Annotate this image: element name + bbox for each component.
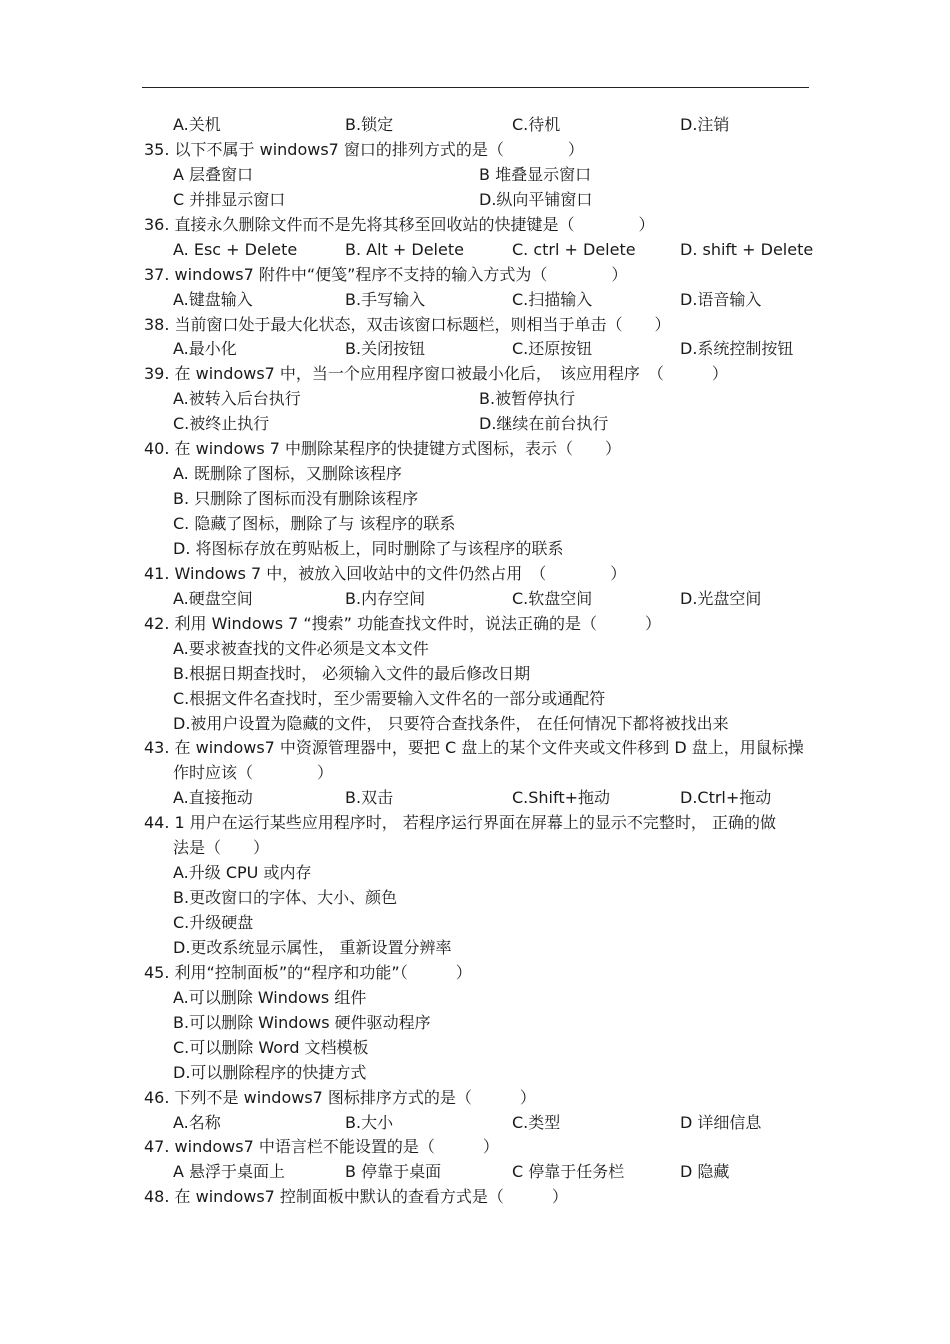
option-a: A.被转入后台执行 (173, 389, 301, 409)
question-block (144, 1135, 814, 1185)
question-text: 37. windows7 附件中“便笺”程序不支持的输入方式为（ ） (144, 264, 628, 284)
option-b: B.根据日期查找时， 必须输入文件的最后修改日期 (173, 663, 531, 683)
options-row (144, 587, 814, 612)
option-d: D.继续在前台执行 (479, 414, 609, 434)
option-c: C.Shift+拖动 (512, 788, 611, 808)
option-a: A.直接拖动 (173, 788, 253, 808)
option-c: C. ctrl + Delete (512, 239, 636, 259)
option-c: C. 隐藏了图标，删除了与 该程序的联系 (173, 514, 456, 533)
question-block (144, 736, 814, 811)
option-b: B 堆叠显示窗口 (479, 164, 592, 184)
option-d: D. shift + Delete (680, 239, 814, 259)
question-block (144, 313, 814, 363)
option-b: B.手写输入 (345, 289, 426, 309)
top-options-row (144, 113, 814, 138)
options-row (144, 337, 814, 362)
options-row (144, 412, 814, 437)
question-text-continued: 作时应该（ ） (173, 763, 334, 783)
options-row (144, 188, 814, 213)
question-block (144, 437, 814, 562)
option-b: B.内存空间 (345, 588, 426, 608)
option-d: D 详细信息 (680, 1112, 762, 1132)
option-d: D.被用户设置为隐藏的文件， 只要符合查找条件， 在任何情况下都将被找出来 (173, 713, 729, 733)
option-c: C.软盘空间 (512, 588, 593, 608)
option-b: B. 只删除了图标而没有删除该程序 (173, 489, 419, 509)
option-b: B 停靠于桌面 (345, 1162, 442, 1182)
option-a: A.可以删除 Windows 组件 (173, 987, 367, 1007)
option-b: B.可以删除 Windows 硬件驱动程序 (173, 1012, 431, 1032)
question-text: 42. 利用 Windows 7 “搜索” 功能查找文件时，说法正确的是（ ） (144, 613, 662, 633)
question-text: 45. 利用“控制面板”的“程序和功能”（ ） (144, 962, 472, 982)
option-c: C.被终止执行 (173, 414, 270, 434)
option-b: B.大小 (345, 1112, 394, 1132)
question-text: 41. Windows 7 中，被放入回收站中的文件仍然占用 （ ） (144, 563, 627, 583)
option-c: C.根据文件名查找时，至少需要输入文件名的一部分或通配符 (173, 688, 606, 708)
options-row (144, 1111, 814, 1136)
question-text: 47. windows7 中语言栏不能设置的是（ ） (144, 1137, 499, 1157)
options-row (144, 238, 814, 263)
option-a: A.升级 CPU 或内存 (173, 863, 312, 883)
option-a: A.最小化 (173, 339, 237, 359)
option-a: A.键盘输入 (173, 289, 253, 309)
option-a: A 悬浮于桌面上 (173, 1162, 286, 1182)
option-a: A.硬盘空间 (173, 588, 253, 608)
option-c: C.升级硬盘 (173, 913, 254, 932)
option-c: C.扫描输入 (512, 289, 593, 309)
option-d: D.更改系统显示属性， 重新设置分辨率 (173, 937, 452, 957)
header-rule (142, 87, 809, 88)
option-b: B. Alt + Delete (345, 239, 464, 259)
option-a: A.名称 (173, 1112, 221, 1132)
options-row (144, 786, 814, 811)
option-c: C 停靠于任务栏 (512, 1162, 625, 1182)
option-c: C.待机 (512, 115, 561, 134)
question-block (144, 263, 814, 313)
question-list (144, 113, 814, 1210)
question-text: 40. 在 windows 7 中删除某程序的快捷键方式图标，表示（ ） (144, 439, 622, 459)
question-block (144, 562, 814, 612)
option-c: C.还原按钮 (512, 339, 593, 359)
question-text: 39. 在 windows7 中，当一个应用程序窗口被最小化后， 该应用程序 （ ） (144, 364, 728, 384)
option-a: A.关机 (173, 115, 221, 134)
question-block (144, 362, 814, 437)
question-block (144, 1086, 814, 1136)
option-c: C.可以删除 Word 文档模板 (173, 1037, 369, 1057)
question-text: 36. 直接永久删除文件而不是先将其移至回收站的快捷键是（ ） (144, 214, 655, 234)
question-block (144, 612, 814, 737)
option-d: D.系统控制按钮 (680, 339, 794, 359)
option-b: B.被暂停执行 (479, 389, 576, 409)
option-d: D.光盘空间 (680, 588, 762, 608)
option-c: C 并排显示窗口 (173, 189, 286, 209)
option-a: A. 既删除了图标，又删除该程序 (173, 464, 402, 484)
question-text: 44. 1 用户在运行某些应用程序时， 若程序运行界面在屏幕上的显示不完整时， 正确的做 (144, 813, 776, 833)
question-text: 35. 以下不属于 windows7 窗口的排列方式的是（ ） (144, 139, 584, 159)
option-d: D.可以删除程序的快捷方式 (173, 1062, 367, 1082)
question-block (144, 811, 814, 961)
question-text-continued: 法是（ ） (173, 838, 270, 858)
option-d: D.注销 (680, 115, 730, 134)
question-text: 38. 当前窗口处于最大化状态，双击该窗口标题栏，则相当于单击（ ） (144, 314, 671, 334)
option-d: D.Ctrl+拖动 (680, 788, 772, 808)
option-a: A. Esc + Delete (173, 239, 298, 259)
question-block (144, 138, 814, 213)
question-block (144, 1185, 814, 1210)
option-d: D 隐藏 (680, 1162, 730, 1182)
question-text: 43. 在 windows7 中资源管理器中，要把 C 盘上的某个文件夹或文件移到 D 盘上，用鼠标操 (144, 738, 804, 758)
question-block (144, 961, 814, 1086)
question-text: 48. 在 windows7 控制面板中默认的查看方式是（ ） (144, 1187, 568, 1207)
option-a: A.要求被查找的文件必须是文本文件 (173, 638, 429, 658)
options-row (144, 288, 814, 313)
option-a: A 层叠窗口 (173, 164, 254, 184)
options-row (144, 387, 814, 412)
option-b: B.更改窗口的字体、大小、颜色 (173, 888, 398, 908)
option-c: C.类型 (512, 1112, 561, 1132)
options-row (144, 163, 814, 188)
option-b: B.关闭按钮 (345, 339, 426, 359)
option-b: B.锁定 (345, 115, 394, 134)
option-d: D. 将图标存放在剪贴板上，同时删除了与该程序的联系 (173, 538, 564, 558)
option-d: D.纵向平铺窗口 (479, 189, 593, 209)
question-text: 46. 下列不是 windows7 图标排序方式的是（ ） (144, 1087, 536, 1107)
option-d: D.语音输入 (680, 289, 762, 309)
option-b: B.双击 (345, 788, 394, 808)
question-block (144, 213, 814, 263)
options-row (144, 1160, 814, 1185)
